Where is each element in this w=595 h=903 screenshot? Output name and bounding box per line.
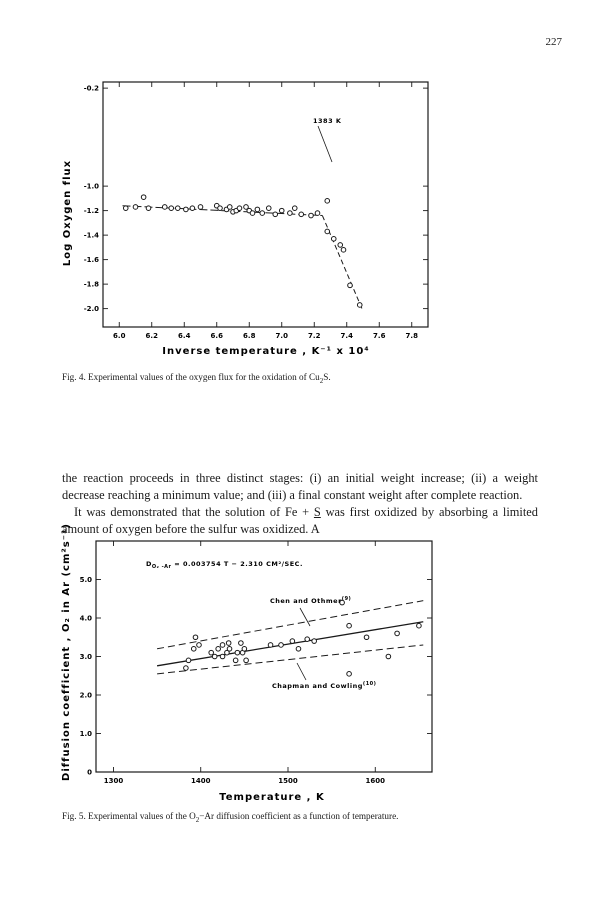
fig4-xtick-label: 7.6 xyxy=(373,332,386,340)
fig4-caption-sub: 2 xyxy=(319,376,324,385)
fig5-data-point xyxy=(296,647,301,652)
fig5-chen-pointer xyxy=(300,608,310,626)
fig5-label-chapman-cowling xyxy=(272,681,376,690)
fig4-ytick-label: -1.2 xyxy=(83,207,99,216)
fig5-ylabel: Diffusion coefficient , O₂ in Ar (cm²s⁻¹) xyxy=(61,523,72,781)
fig5-ytick-label: 0 xyxy=(87,768,92,777)
fig5-data-point xyxy=(216,647,221,652)
fig5-data-point xyxy=(233,658,238,663)
fig4-xlabel: Inverse temperature , K⁻¹ x 10⁴ xyxy=(162,346,370,357)
fig5-data-point xyxy=(395,631,400,636)
fig5-ytick-label: 3.0 xyxy=(79,653,92,661)
fig5-data-point xyxy=(227,647,232,652)
fig5-ytick-label: 4.0 xyxy=(79,614,92,623)
page-number: 227 xyxy=(545,36,562,48)
figure-5-caption xyxy=(62,811,398,824)
fig5-label-chapman-ref: (10) xyxy=(362,681,377,687)
fig5-data-point xyxy=(386,654,391,659)
fig5-data-point xyxy=(191,647,196,652)
fig4-ylabel: Log Oxygen flux xyxy=(62,159,73,267)
fig4-xtick-label: 6.8 xyxy=(243,332,256,340)
fig4-ytick-label: -0.2 xyxy=(83,84,99,93)
fig5-equation-d: D xyxy=(146,560,152,568)
fig5-data-point xyxy=(244,658,249,663)
fig5-data-point xyxy=(226,641,231,646)
fig5-ytick-label: 5.0 xyxy=(79,576,92,584)
fig4-ytick-label: -1.8 xyxy=(83,280,99,289)
fig4-caption-text: Fig. 4. Experimental values of the oxygen flux for the oxidation of Cu xyxy=(62,372,320,382)
fig5-xlabel: Temperature , K xyxy=(219,792,325,803)
fig5-data-point xyxy=(364,635,369,640)
fig5-data-point xyxy=(186,658,191,663)
fig5-data-point xyxy=(290,639,295,644)
fig5-data-point xyxy=(347,623,352,628)
fig5-data-point xyxy=(197,643,202,648)
paragraph-1: the reaction proceeds in three distinct stages: (i) an initial weight increase; (ii) a weight decrease reaching a minimum value; and (iii) a final constant weight after complete reaction. xyxy=(62,471,538,502)
fig4-xtick-label: 6.0 xyxy=(113,332,126,340)
fig5-xtick-label: 1600 xyxy=(365,777,386,785)
fig5-data-point xyxy=(193,635,198,640)
fig5-caption-end: −Ar diffusion coefficient as a function of temperature. xyxy=(199,811,399,821)
fig5-data-point xyxy=(305,637,310,642)
fig4-ytick-label: -2.0 xyxy=(83,305,99,314)
fig4-ytick-label: -1.0 xyxy=(83,182,99,191)
fig5-label-chen-ref: (9) xyxy=(341,596,352,602)
fig4-xtick-label: 7.8 xyxy=(405,332,418,340)
fig5-data-point xyxy=(242,647,247,652)
fig4-annotation-1383k: 1383 K xyxy=(313,117,342,125)
fig5-plot-frame xyxy=(96,541,432,772)
fig5-data-point xyxy=(268,643,273,648)
fig4-xtick-label: 7.4 xyxy=(340,332,353,340)
fig5-data-point xyxy=(184,666,189,671)
fig4-xtick-label: 6.4 xyxy=(178,332,191,340)
fig5-data-point xyxy=(279,643,284,648)
fig4-caption-end: S. xyxy=(323,372,331,382)
fig5-data-point xyxy=(347,672,352,677)
fig5-caption-text: Fig. 5. Experimental values of the O xyxy=(62,811,196,821)
fig5-ytick-label: 1.0 xyxy=(79,730,92,738)
fig4-ytick-label: -1.4 xyxy=(83,231,99,240)
fig5-label-chen-othmer xyxy=(270,596,351,605)
fig4-xtick-label: 6.6 xyxy=(210,332,223,340)
fig5-equation-sub: O₂ -Ar xyxy=(151,564,172,570)
fig5-data-point xyxy=(220,643,225,648)
fig5-xtick-label: 1300 xyxy=(103,777,124,785)
paragraph-2-start: It was demonstrated that the solution of Fe + xyxy=(74,505,314,519)
fig5-xtick-label: 1400 xyxy=(190,777,211,785)
fig5-data-point xyxy=(209,650,214,655)
paragraph-2-end: was first oxidized by absorbing a limited amount of oxygen before the sulfur was oxidized. A xyxy=(62,505,538,536)
fig5-xtick-label: 1500 xyxy=(278,777,298,785)
fig5-axes xyxy=(96,541,432,772)
fig4-xtick-label: 7.0 xyxy=(275,332,288,340)
fig5-ytick-label: 2.0 xyxy=(79,691,92,700)
paragraph-2-underlined: S xyxy=(313,505,321,519)
fig4-ytick-label: -1.6 xyxy=(83,256,99,265)
fig5-equation xyxy=(146,560,303,570)
fig4-xtick-label: 7.2 xyxy=(308,332,321,340)
fig5-data-point xyxy=(417,623,422,628)
fig5-equation-rest: = 0.003754 T − 2.310 CM²/SEC. xyxy=(171,560,303,568)
fig5-data-point xyxy=(212,654,217,659)
fig5-label-chapman-text: Chapman and Cowling xyxy=(272,682,363,690)
fig4-xtick-label: 6.2 xyxy=(145,332,158,340)
fig5-chapman-pointer xyxy=(297,663,306,680)
fig5-data-point xyxy=(312,639,317,644)
fig5-label-chen-text: Chen and Othmer xyxy=(270,597,342,605)
fig5-data-point xyxy=(235,650,240,655)
fig5-data-point xyxy=(239,641,244,646)
fig5-caption-sub: 2 xyxy=(195,815,200,824)
fig5-data-point xyxy=(220,654,225,659)
